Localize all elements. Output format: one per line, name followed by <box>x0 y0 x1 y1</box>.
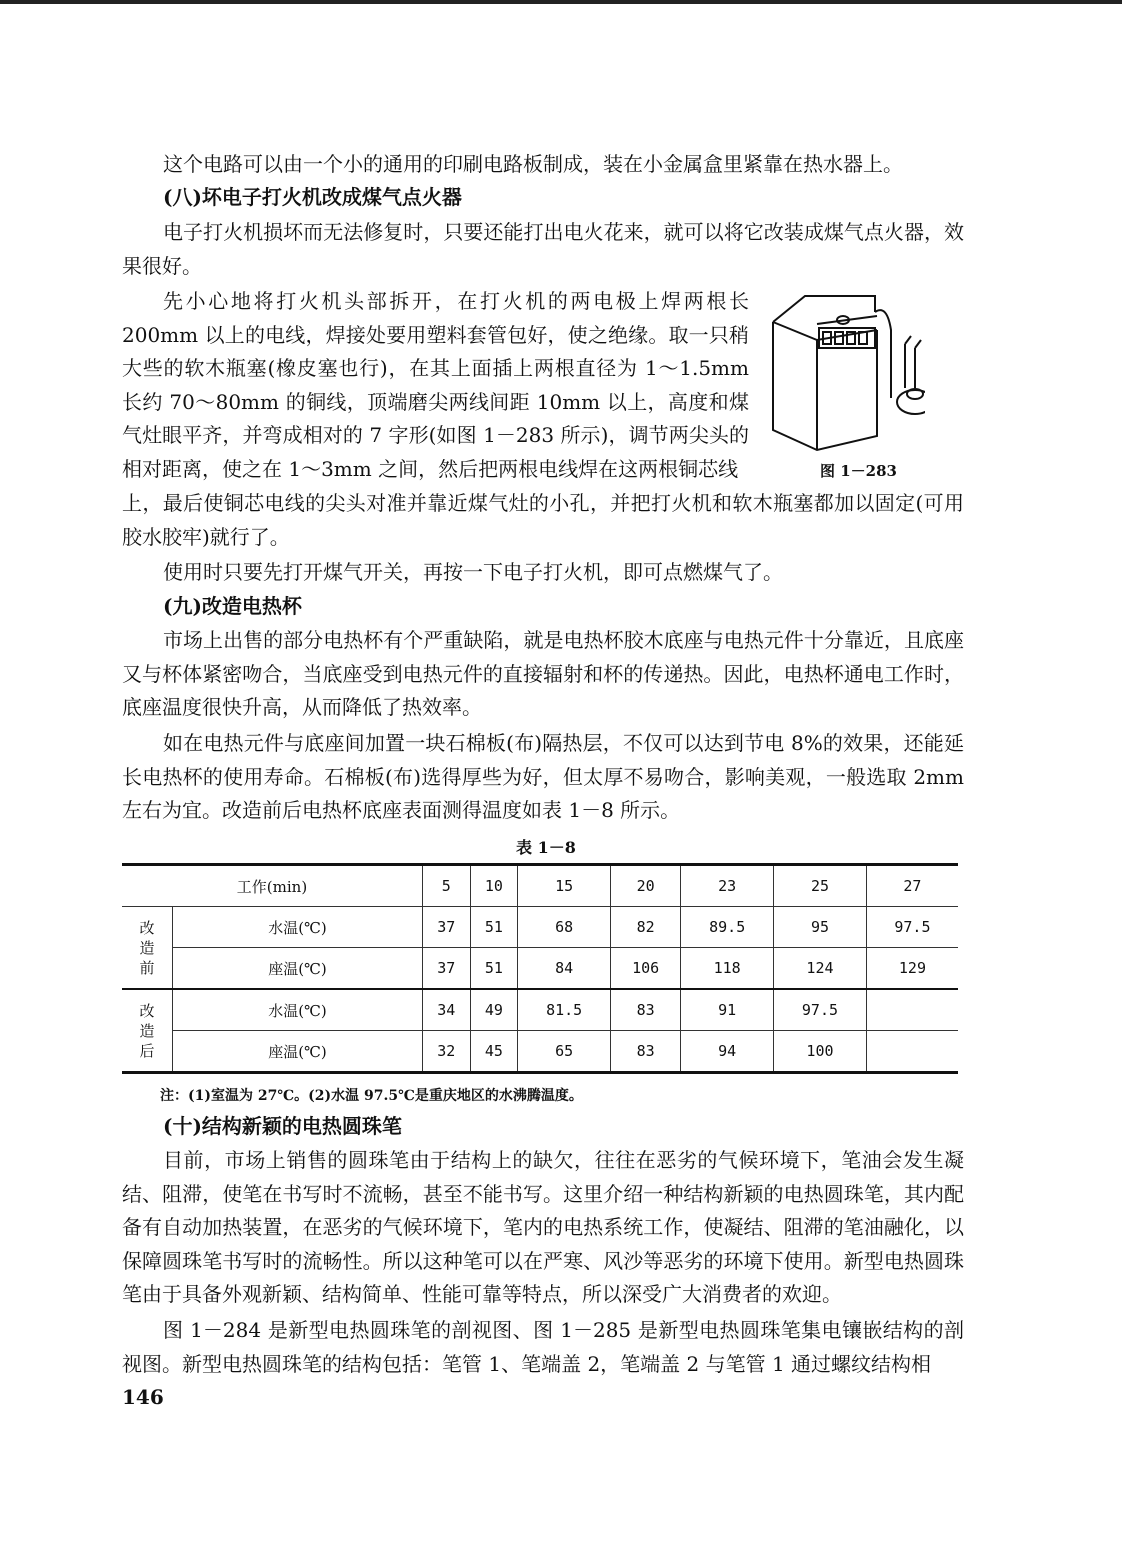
table-cell: 100 <box>774 1031 867 1073</box>
header-cell: 27 <box>866 865 958 907</box>
table-cell: 65 <box>518 1031 611 1073</box>
table-cell: 106 <box>611 948 681 990</box>
table-cell: 32 <box>422 1031 470 1073</box>
paragraph-8c: 使用时只要先打开煤气开关，再按一下电子打火机，即可点燃煤气了。 <box>163 560 783 584</box>
table-cell: 129 <box>866 948 958 990</box>
top-border-line <box>0 0 1122 4</box>
table-cell: 118 <box>681 948 774 990</box>
paragraph-8b-part2: 上，最后使铜芯电线的尖头对准并靠近煤气灶的小孔，并把打火机和软木瓶塞都加以固定(可用胶水胶牢)就行了。 <box>122 491 964 549</box>
table-header-row <box>122 865 958 907</box>
heading-section-9: (九)改造电热杯 <box>163 594 302 618</box>
table-row <box>122 989 958 1031</box>
group-label-before: 改造前 <box>122 907 173 990</box>
table-cell: 95 <box>774 907 867 948</box>
header-cell: 23 <box>681 865 774 907</box>
heading-section-10: (十)结构新颖的电热圆珠笔 <box>163 1114 402 1138</box>
table-cell: 83 <box>611 1031 681 1073</box>
table-caption: 表 1－8 <box>516 838 576 857</box>
paragraph-10b: 图 1－284 是新型电热圆珠笔的剖视图、图 1－285 是新型电热圆珠笔集电镶嵌结构的剖视图。新型电热圆珠笔的结构包括：笔管 1、笔端盖 2，笔端盖 2 与笔管 1 通过螺纹结构相 <box>122 1318 964 1376</box>
table-cell: 94 <box>681 1031 774 1073</box>
table-row <box>122 948 958 990</box>
table-cell: 81.5 <box>518 989 611 1031</box>
header-cell: 15 <box>518 865 611 907</box>
header-cell: 10 <box>470 865 518 907</box>
group-label-after: 改造后 <box>122 989 173 1073</box>
table-cell: 84 <box>518 948 611 990</box>
table-cell: 89.5 <box>681 907 774 948</box>
paragraph-8a: 电子打火机损坏而无法修复时，只要还能打出电火花来，就可以将它改装成煤气点火器，效果很好。 <box>122 220 964 278</box>
table-cell: 51 <box>470 948 518 990</box>
table-row <box>122 1031 958 1073</box>
table-cell: 124 <box>774 948 867 990</box>
table-cell: 82 <box>611 907 681 948</box>
intro-paragraph: 这个电路可以由一个小的通用的印刷电路板制成，装在小金属盒里紧靠在热水器上。 <box>163 152 903 176</box>
paragraph-10a: 目前，市场上销售的圆珠笔由于结构上的缺欠，往往在恶劣的气候环境下，笔油会发生凝结、阻滞，使笔在书写时不流畅，甚至不能书写。这里介绍一种结构新颖的电热圆珠笔，其内配备有自动加热装置，在恶劣的气候环境下，笔内的电热系统工作，使凝结、阻滞的笔油融化，以保障圆珠笔书写时的流畅性。所以这种笔可以在严寒、风沙等恶劣的环境下使用。新型电热圆珠笔由于具备外观新颖、结构简单、性能可靠等特点，所以深受广大消费者的欢迎。 <box>122 1148 964 1306</box>
table-cell: 37 <box>422 948 470 990</box>
table-cell <box>866 1031 958 1073</box>
temperature-table <box>122 863 958 1074</box>
paragraph-9a: 市场上出售的部分电热杯有个严重缺陷，就是电热杯胶木底座与电热元件十分靠近，且底座又与杯体紧密吻合，当底座受到电热元件的直接辐射和杯的传递热。因此，电热杯通电工作时，底座温度很快升高，从而降低了热效率。 <box>122 628 964 719</box>
row-label: 水温(℃) <box>173 989 423 1031</box>
header-cell: 25 <box>774 865 867 907</box>
heading-section-8: (八)坏电子打火机改成煤气点火器 <box>163 185 462 209</box>
row-label: 座温(℃) <box>173 948 423 990</box>
table-cell <box>866 989 958 1031</box>
row-label: 水温(℃) <box>173 907 423 948</box>
table-cell: 97.5 <box>866 907 958 948</box>
table-cell: 37 <box>422 907 470 948</box>
table-cell: 49 <box>470 989 518 1031</box>
table-cell: 97.5 <box>774 989 867 1031</box>
header-label-cell: 工作(min) <box>122 865 422 907</box>
paragraph-9b: 如在电热元件与底座间加置一块石棉板(布)隔热层，不仅可以达到节电 8%的效果，还能延长电热杯的使用寿命。石棉板(布)选得厚些为好，但太厚不易吻合，影响美观，一般选取 2mm 左右为宜。改造前后电热杯底座表面测得温度如表 1－8 所示。 <box>122 731 964 822</box>
paragraph-8b-part1: 先小心地将打火机头部拆开，在打火机的两电极上焊两根长200mm 以上的电线，焊接处要用塑料套管包好，使之绝缘。取一只稍大些的软木瓶塞(橡皮塞也行)，在其上面插上两根直径为 1～1.5mm 长约 70～80mm 的铜线，顶端磨尖两线间距 10mm 以上，高度和煤气灶眼平齐，并弯成相对的 7 字形(如图 1－283 所示)，调节两尖头的相对距离，使之在 1～3mm 之间，然后把两根电线焊在这两根铜芯线 <box>122 289 749 481</box>
table-cell: 68 <box>518 907 611 948</box>
table-cell: 34 <box>422 989 470 1031</box>
header-cell: 5 <box>422 865 470 907</box>
lighter-figure <box>765 290 925 476</box>
table-cell: 91 <box>681 989 774 1031</box>
table-cell: 45 <box>470 1031 518 1073</box>
row-label: 座温(℃) <box>173 1031 423 1073</box>
page-number: 146 <box>122 1385 164 1409</box>
header-cell: 20 <box>611 865 681 907</box>
table-cell: 83 <box>611 989 681 1031</box>
table-row <box>122 907 958 948</box>
table-cell: 51 <box>470 907 518 948</box>
table-note: 注：(1)室温为 27℃。(2)水温 97.5℃是重庆地区的水沸腾温度。 <box>160 1088 583 1104</box>
figure-caption: 图 1－283 <box>820 462 897 480</box>
